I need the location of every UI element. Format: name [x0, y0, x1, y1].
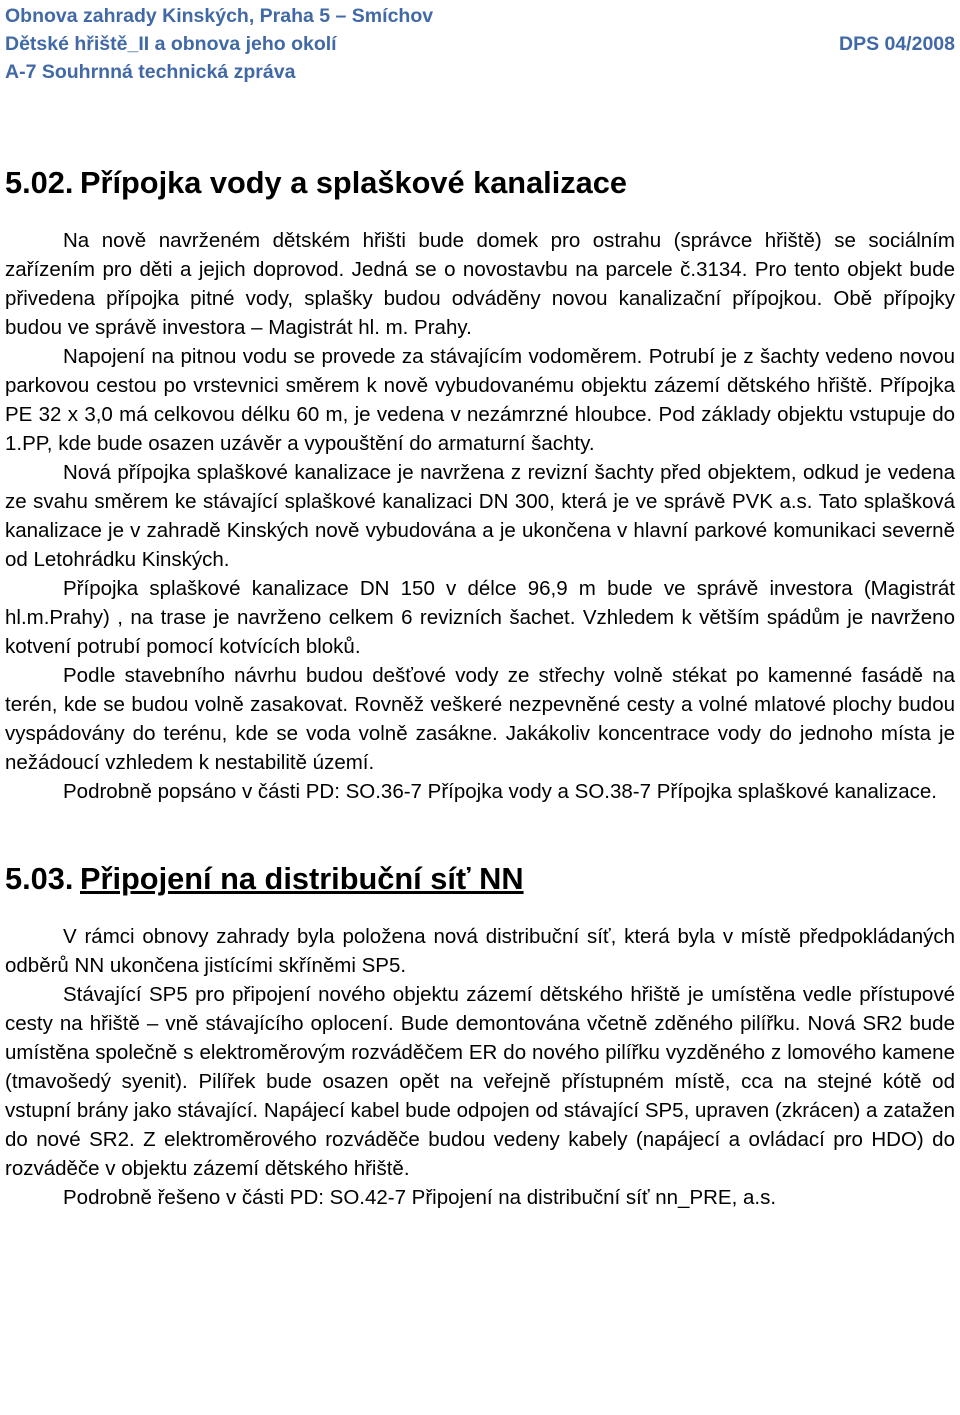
- section-title: Přípojka vody a splaškové kanalizace: [80, 165, 627, 200]
- paragraph: Na nově navrženém dětském hřišti bude domek pro ostrahu (správce hřiště) se sociálním zařízením pro děti a jejich doprovod. Jedná se o novostavbu na parcele č.3134. Pro tento objekt bude přivedena přípojka pitné vody, splašky budou odváděny novou kanalizační přípojkou. Obě přípojky budou ve správě investora – Magistrát hl. m. Prahy.: [5, 229, 955, 339]
- paragraph: Nová přípojka splaškové kanalizace je navržena z revizní šachty před objektem, odkud je vedena ze svahu směrem ke stávající splaškové kanalizaci DN 300, která je ve správě PVK a.s. Tato splašková kanalizace je v zahradě Kinských nově vybudována a je ukončena v hlavní parkové komunikaci severně od Letohrádku Kinských.: [5, 461, 955, 571]
- paragraph: Přípojka splaškové kanalizace DN 150 v délce 96,9 m bude ve správě investora (Magistrát hl.m.Prahy) , na trase je navrženo celkem 6 revizních šachet. Vzhledem k větším spádům je navrženo kotvení potrubí pomocí kotvících bloků.: [5, 577, 955, 658]
- section-number: 5.03.: [5, 861, 74, 896]
- paragraph: Napojení na pitnou vodu se provede za stávajícím vodoměrem. Potrubí je z šachty vedeno novou parkovou cestou po vrstevnici směrem k nově vybudovanému objektu zázemí dětského hřiště. Přípojka PE 32 x 3,0 má celkovou délku 60 m, je vedena v nezámrzné hloubce. Pod základy objektu vstupuje do 1.PP, kde bude osazen uzávěr a vypouštění do armaturní šachty.: [5, 345, 955, 455]
- section-heading: [5, 861, 955, 896]
- section-number: 5.02.: [5, 165, 74, 200]
- report-title: A-7 Souhrnná technická zpráva: [5, 61, 296, 83]
- subproject-title: Dětské hřiště_II a obnova jeho okolí: [5, 33, 337, 55]
- paragraph: V rámci obnovy zahrady byla položena nová distribuční síť, která byla v místě předpokládaných odběrů NN ukončena jistícími skříněmi SP5.: [5, 925, 955, 977]
- paragraph: Stávající SP5 pro připojení nového objektu zázemí dětského hřiště je umístěna vedle přístupové cesty na hřiště – vně stávajícího oplocení. Bude demontována včetně zděného pilířku. Nová SR2 bude umístěna společně s elektroměrovým rozváděčem ER do nového pilířku vyzděného z lomového kamene (tmavošedý syenit). Pilířek bude osazen opět na veřejně přístupném místě, cca na stejné kótě od vstupní brány jako stávající. Napájecí kabel bude odpojen od stávající SP5, upraven (zkrácen) a zatažen do nové SR2. Z elektroměrového rozváděče budou vedeny kabely (napájecí a ovládací pro HDO) do rozváděče v objektu zázemí dětského hřiště.: [5, 983, 955, 1180]
- document-code: DPS 04/2008: [838, 33, 955, 55]
- paragraph: Podrobně popsáno v části PD: SO.36-7 Přípojka vody a SO.38-7 Přípojka splaškové kanalizace.: [63, 780, 938, 803]
- section-5-02: [5, 165, 955, 806]
- header-row-3: [5, 58, 955, 86]
- section-5-03: [5, 861, 955, 1212]
- header-row-1: [5, 2, 955, 30]
- document-body: [5, 165, 955, 1212]
- project-title: Obnova zahrady Kinských, Praha 5 – Smíchov: [5, 5, 434, 27]
- paragraph: Podle stavebního návrhu budou dešťové vody ze střechy volně stékat po kamenné fasádě na terén, kde se budou volně zasakovat. Rovněž veškeré nezpevněné cesty a volné mlatové plochy budou vyspádovány do terénu, kde se voda volně zasákne. Jakákoliv koncentrace vody do jednoho místa je nežádoucí vzhledem k nestabilitě území.: [5, 664, 955, 774]
- header-row-2: [5, 30, 955, 58]
- paragraph: Podrobně řešeno v části PD: SO.42-7 Připojení na distribuční síť nn_PRE, a.s.: [63, 1186, 777, 1209]
- document-header: [5, 2, 955, 86]
- section-title: Připojení na distribuční síť NN: [80, 861, 524, 896]
- section-heading: [5, 165, 955, 200]
